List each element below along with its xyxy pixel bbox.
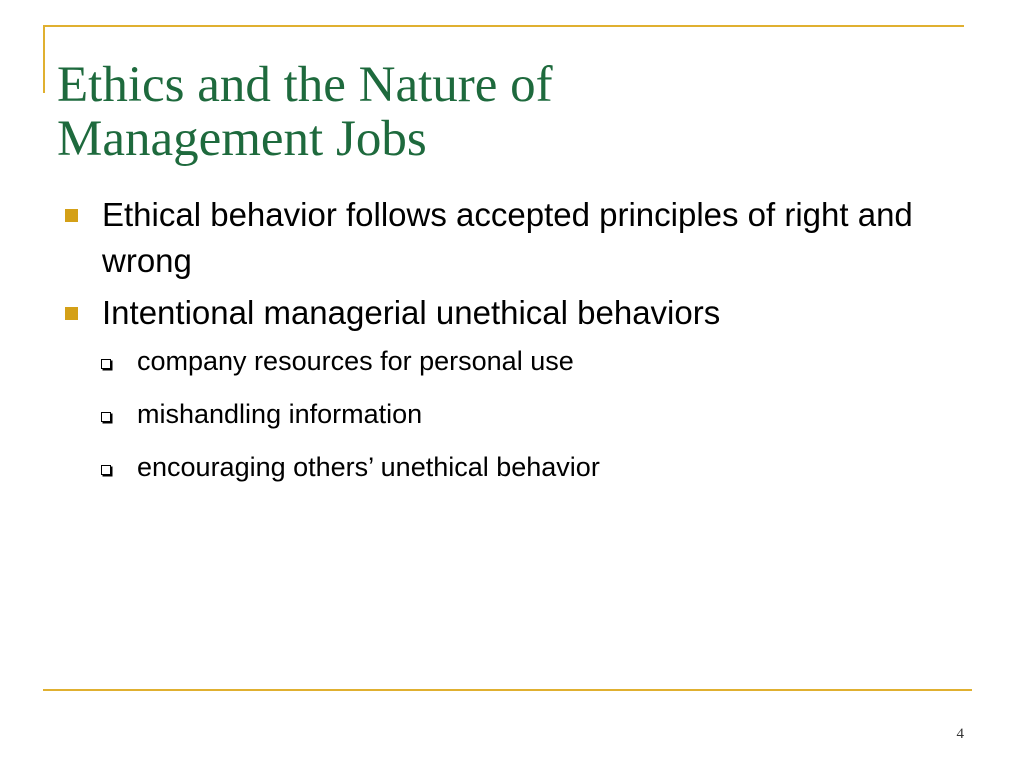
hollow-square-bullet-icon xyxy=(101,465,111,475)
page-number: 4 xyxy=(956,726,964,742)
square-bullet-icon xyxy=(65,307,78,320)
sub-bullet-item-1 xyxy=(62,342,962,380)
sub-bullet-text: company resources for personal use xyxy=(137,346,574,376)
hollow-square-bullet-icon xyxy=(101,359,111,369)
bullet-item-1 xyxy=(62,192,962,284)
bullet-text: Ethical behavior follows accepted principles of right and wrong xyxy=(102,196,913,279)
hollow-square-bullet-icon xyxy=(101,412,111,422)
bullet-text: Intentional managerial unethical behaviors xyxy=(102,294,721,331)
slide-title xyxy=(57,58,553,166)
left-accent-line xyxy=(43,25,45,93)
bullet-item-2 xyxy=(62,290,962,336)
square-bullet-icon xyxy=(65,209,78,222)
sub-bullet-list xyxy=(62,342,962,486)
slide-title-line-1: Ethics and the Nature of xyxy=(57,57,553,113)
sub-bullet-text: mishandling information xyxy=(137,399,423,429)
sub-bullet-item-3 xyxy=(62,448,962,486)
sub-bullet-text: encouraging others’ unethical behavior xyxy=(137,452,600,482)
slide-content xyxy=(62,192,962,501)
top-accent-line xyxy=(43,25,964,27)
sub-bullet-item-2 xyxy=(62,395,962,433)
bottom-accent-line xyxy=(43,689,972,691)
slide-title-line-2: Management Jobs xyxy=(57,111,427,167)
